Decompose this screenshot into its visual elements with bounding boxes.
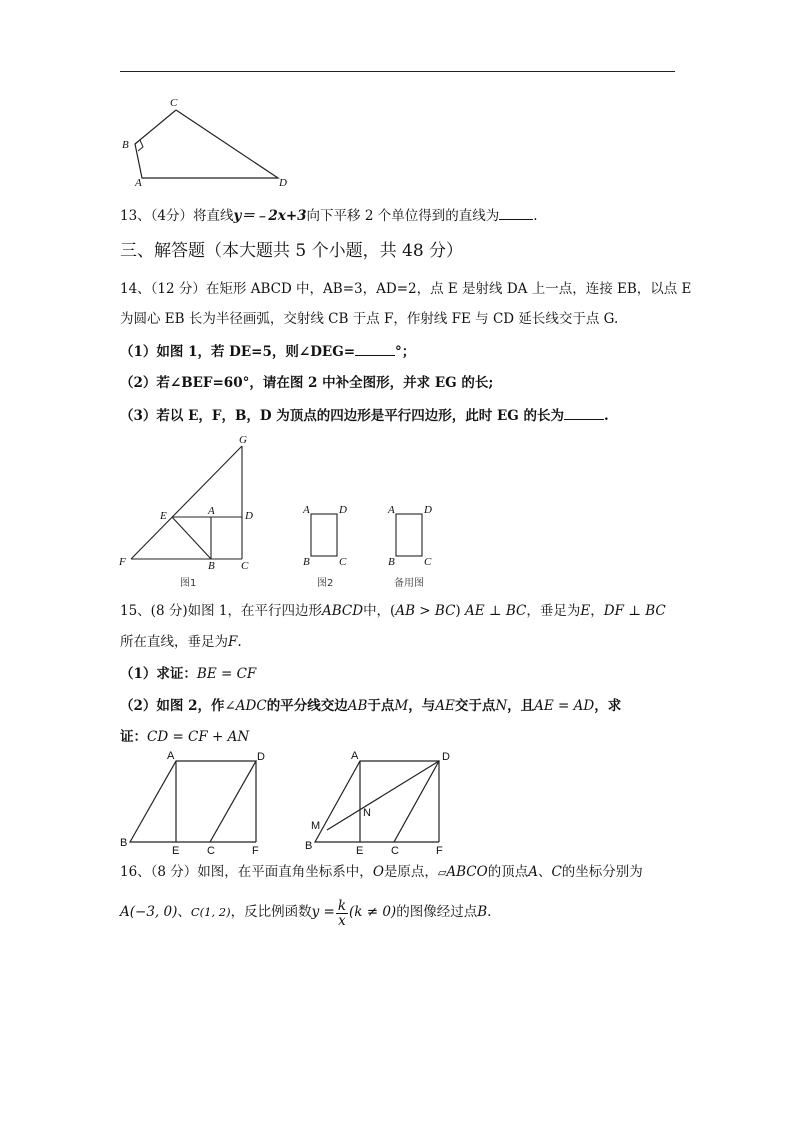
q14-figures — [112, 432, 442, 592]
q16-point-c: C(1, 2) — [190, 905, 231, 919]
fig1-label-d: D — [245, 510, 253, 522]
q15-line1-text-c: 中，( — [363, 603, 396, 619]
parallelogram-symbol: ▱ — [437, 866, 447, 879]
q15-figure-1 — [120, 750, 265, 857]
q16-line1 — [120, 862, 643, 883]
q14-part1-prefix: （1）如图 1，若 DE=5，则∠DEG= — [120, 344, 356, 360]
q16-line2-text-d: ，反比例函数 — [230, 904, 312, 920]
q14-part2: （2）若∠BEF=60°，请在图 2 中补全图形，并求 EG 的长; — [120, 375, 494, 391]
q14-part3-suffix: . — [604, 408, 609, 424]
q13-answer-blank[interactable] — [499, 205, 533, 220]
fig1-label-b: B — [208, 560, 215, 572]
q15-line2-text-a: 所在直线，垂足为 — [120, 634, 228, 650]
q16-line2 — [120, 898, 491, 927]
fig2-label-a: A — [303, 504, 310, 516]
q14-part1-blank[interactable] — [355, 341, 395, 356]
spare-label-c: C — [424, 556, 432, 568]
q15-part2-text-g: ，与 — [408, 698, 436, 714]
q15-figure-2 — [305, 750, 450, 857]
q15f2-label-f: F — [436, 845, 443, 857]
fig1-label-c: C — [241, 560, 249, 572]
q15-figures — [112, 748, 462, 858]
fig2-caption: 图2 — [317, 578, 334, 589]
q15-line1-text-a: 15、(8 分)如图 1，在平行四边形 — [120, 603, 322, 619]
fig1-label-e: E — [160, 510, 167, 522]
q14-part3-prefix: （3）若以 E，F，B，D 为顶点的四边形是平行四边形，此时 EG 的长为 — [120, 408, 565, 424]
q13-equation: y＝﹣2x+3 — [233, 208, 307, 224]
q15-line1 — [120, 601, 666, 621]
q16-abco: ABCO — [446, 864, 488, 880]
q15-part2-text-c: 的平分线交边 — [266, 698, 348, 714]
q15-part2 — [120, 696, 621, 716]
q14-figure-1 — [118, 434, 253, 589]
q16-line1-text-a: 16、（8 分）如图，在平面直角坐标系中， — [120, 864, 373, 880]
q15f1-label-c: C — [207, 845, 215, 857]
header-rule — [120, 71, 675, 72]
q15-part1-label: （1）求证： — [120, 666, 197, 682]
question-13 — [120, 205, 538, 226]
q16-frac-numerator: k — [337, 898, 346, 914]
q15-part2-text-a: （2）如图 2，作 — [120, 698, 225, 714]
q15f2-label-b: B — [305, 840, 313, 852]
fig1-label-f: F — [119, 556, 126, 568]
q15-line1-text-i: ， — [590, 603, 604, 619]
q16-line1-text-j: 的坐标分别为 — [561, 864, 643, 880]
q15f1-label-f: F — [252, 845, 259, 857]
q15-part2-angle: ∠ADC — [224, 698, 267, 714]
q15-line1-e: E — [580, 603, 591, 619]
q15-line2-f: F — [228, 634, 238, 650]
q13-end: . — [533, 208, 538, 224]
q15-part2-m: M — [394, 698, 409, 714]
q15-part2-text-e: 于点 — [367, 698, 395, 714]
q14-figure-2 — [302, 504, 347, 589]
q16-line2-text-i: . — [487, 904, 492, 920]
q14-spare-figure — [387, 504, 432, 589]
q15-line1-abcd: ABCD — [321, 603, 364, 619]
quad-label-b: B — [122, 139, 129, 151]
q15-part3 — [120, 727, 249, 747]
q15-part1-equation: BE = CF — [196, 666, 257, 682]
q16-y-eq: y = — [311, 904, 335, 920]
fig1-label-g: G — [239, 434, 247, 446]
q15f1-label-a: A — [167, 750, 175, 762]
q16-line1-text-f: 的顶点 — [487, 864, 529, 880]
q14-line1: 14、（12 分）在矩形 ABCD 中，AB=3，AD=2，点 E 是射线 DA 上一点，连接 EB，以点 E — [120, 281, 692, 297]
quad-label-a: A — [135, 177, 142, 189]
q15f1-label-d: D — [257, 751, 265, 763]
quadrilateral-figure — [118, 92, 298, 192]
q15-line1-text-g: ，垂足为 — [526, 603, 581, 619]
quad-label-d: D — [279, 177, 287, 189]
q15f2-label-m: M — [311, 820, 321, 832]
spare-label-d: D — [424, 504, 432, 516]
q14-part3-blank[interactable] — [564, 405, 604, 420]
q15-line2 — [120, 632, 242, 652]
q15-part3-equation: CD = CF + AN — [147, 729, 250, 745]
q15-line1-ae-perp-bc: AE ⊥ BC — [465, 603, 527, 619]
spare-label-b: B — [388, 556, 395, 568]
q15f2-label-e: E — [356, 845, 364, 857]
q16-line2-text-g: 的图像经过点 — [396, 904, 478, 920]
q14-line2: 为圆心 EB 长为半径画弧，交射线 CB 于点 F，作射线 FE 与 CD 延长线交于点 G. — [120, 311, 619, 327]
q15-part2-text-m: ，求 — [594, 698, 622, 714]
q14-part1-suffix: °； — [395, 344, 416, 360]
q15f1-label-b: B — [120, 837, 128, 849]
q16-o: O — [372, 864, 384, 880]
q15-part2-n: N — [495, 698, 508, 714]
q15-line1-text-e: ) — [455, 603, 461, 619]
fig1-caption: 图1 — [180, 578, 197, 589]
q15-part2-ab: AB — [347, 698, 368, 714]
q15f2-label-a: A — [351, 750, 359, 762]
q15f1-label-e: E — [172, 845, 180, 857]
q15-line2-text-c: . — [237, 634, 242, 650]
q16-frac-denominator: x — [338, 913, 346, 929]
q16-c: C — [551, 864, 562, 880]
spare-caption: 备用图 — [394, 578, 424, 589]
q15-line1-ab-gt-bc: AB > BC — [395, 603, 456, 619]
q16-k-ne-0: (k ≠ 0) — [349, 904, 397, 920]
fig1-label-a: A — [208, 505, 215, 517]
q15f2-label-c: C — [391, 845, 399, 857]
q15-part3-label: 证： — [120, 729, 147, 745]
q14-part3 — [120, 405, 609, 426]
q16-b: B — [477, 904, 488, 920]
q15-part2-text-i: 交于点 — [454, 698, 496, 714]
q16-fraction — [336, 899, 348, 928]
q16-line1-text-c: 是原点， — [383, 864, 438, 880]
q14-part1 — [120, 341, 415, 362]
q16-point-a: A(−3, 0) — [120, 904, 178, 920]
q13-prefix: 13、（4分）将直线 — [120, 208, 234, 224]
q15-line1-df-perp-bc: DF ⊥ BC — [603, 603, 666, 619]
q15f2-label-n: N — [363, 807, 371, 819]
quad-label-c: C — [170, 97, 178, 109]
fig2-label-b: B — [303, 556, 310, 568]
spare-label-a: A — [388, 504, 395, 516]
q15-part1 — [120, 664, 256, 684]
q15f2-label-d: D — [442, 751, 450, 763]
q16-line2-text-b: 、 — [177, 904, 191, 920]
fig2-label-d: D — [339, 504, 347, 516]
q16-line1-text-h: 、 — [537, 864, 552, 880]
q15-part2-ae-eq-ad: AE = AD — [534, 698, 595, 714]
fig2-label-c: C — [339, 556, 347, 568]
q16-a: A — [528, 864, 538, 880]
q15-part2-text-k: ，且 — [507, 698, 535, 714]
q15-part2-ae: AE — [435, 698, 455, 714]
section-3-heading: 三、解答题（本大题共 5 个小题，共 48 分） — [120, 241, 464, 261]
q13-suffix: 向下平移 2 个单位得到的直线为 — [306, 208, 500, 224]
